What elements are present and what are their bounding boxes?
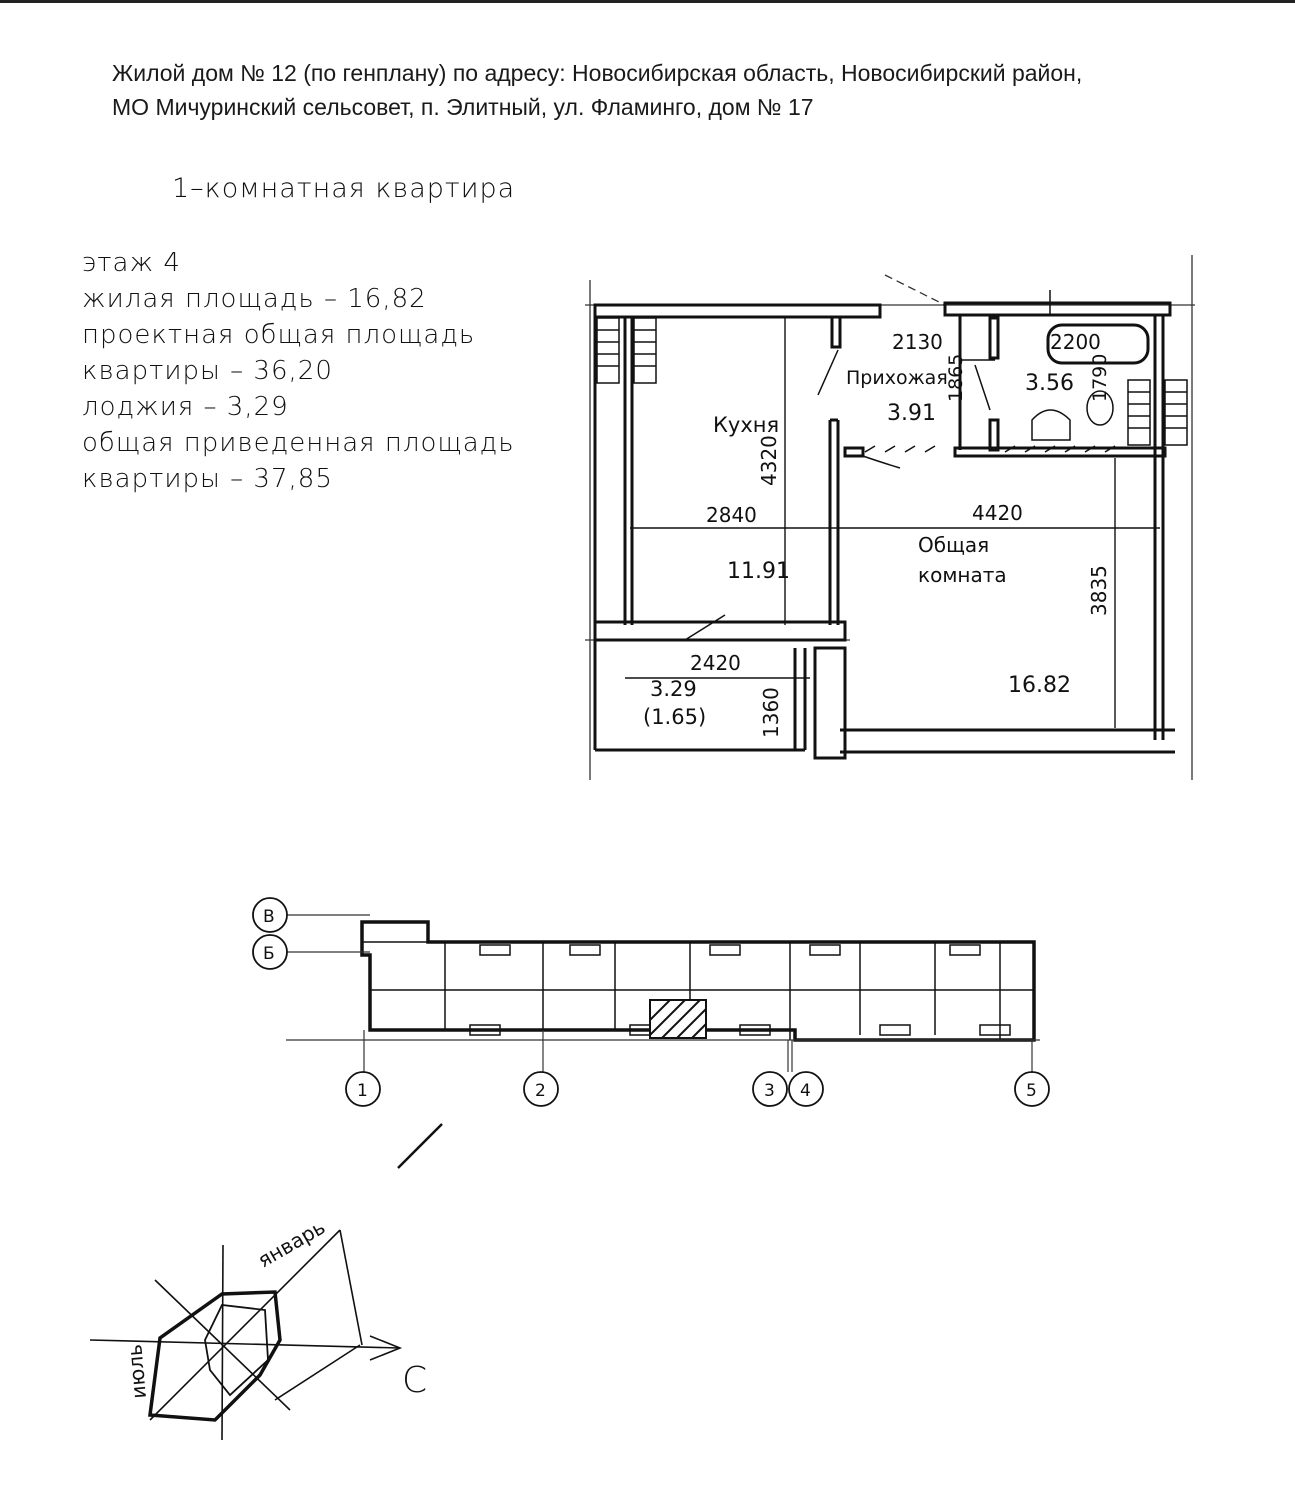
hall-label: Прихожая bbox=[846, 367, 948, 389]
total-area-value: квартиры – 36,20 bbox=[82, 356, 333, 386]
north-label: С bbox=[402, 1360, 428, 1401]
address-line-1: Жилой дом № 12 (по генплану) по адресу: Новосибирская область, Новосибирский район, bbox=[112, 60, 1083, 86]
axis-label-4: 4 bbox=[800, 1081, 811, 1101]
axis-label-v: В bbox=[263, 907, 275, 927]
loggia-reduced-area: (1.65) bbox=[643, 705, 707, 729]
wind-rose-january: январь bbox=[253, 1214, 330, 1273]
dim-hall-depth: 1865 bbox=[945, 353, 967, 402]
living-room-label-2: комната bbox=[918, 563, 1007, 587]
axis-label-5: 5 bbox=[1026, 1081, 1037, 1101]
kitchen-label: Кухня bbox=[713, 413, 780, 437]
living-area-text: жилая площадь – 16,82 bbox=[82, 284, 427, 314]
reduced-area-value: квартиры – 37,85 bbox=[82, 464, 333, 494]
wind-rose-inner-polygon bbox=[205, 1305, 268, 1395]
wind-rose-axes bbox=[90, 1230, 400, 1440]
axis-label-b: Б bbox=[263, 944, 275, 964]
reduced-area-label: общая приведенная площадь bbox=[82, 428, 515, 458]
living-room-area: 16.82 bbox=[1008, 673, 1071, 698]
dim-kitchen-width: 2840 bbox=[706, 503, 757, 527]
dim-loggia-width: 2420 bbox=[690, 651, 741, 675]
loggia-area-text: лоджия – 3,29 bbox=[82, 392, 289, 422]
wind-rose-july: июль bbox=[122, 1343, 151, 1400]
dim-living-width: 4420 bbox=[972, 501, 1023, 525]
dim-hall-width: 2130 bbox=[892, 330, 943, 354]
dim-bath-width: 2200 bbox=[1050, 330, 1101, 354]
bathroom-area: 3.56 bbox=[1025, 371, 1074, 396]
dim-bath-depth: 1790 bbox=[1089, 353, 1111, 402]
dim-loggia-depth: 1360 bbox=[759, 687, 783, 738]
axis-label-3: 3 bbox=[764, 1081, 775, 1101]
dim-living-depth: 3835 bbox=[1087, 565, 1111, 616]
axis-label-1: 1 bbox=[357, 1081, 368, 1101]
apartment-type-title: 1–комнатная квартира bbox=[172, 173, 516, 204]
dim-kitchen-depth: 4320 bbox=[757, 435, 781, 486]
total-area-label: проектная общая площадь bbox=[82, 320, 476, 350]
kitchen-area: 11.91 bbox=[727, 559, 790, 584]
address-line-2: МО Мичуринский сельсовет, п. Элитный, ул. Фламинго, дом № 17 bbox=[112, 94, 814, 120]
hall-area: 3.91 bbox=[887, 401, 936, 426]
living-room-label-1: Общая bbox=[918, 533, 990, 557]
axis-label-2: 2 bbox=[535, 1081, 546, 1101]
loggia-area: 3.29 bbox=[650, 677, 697, 701]
floor-text: этаж 4 bbox=[82, 248, 181, 278]
